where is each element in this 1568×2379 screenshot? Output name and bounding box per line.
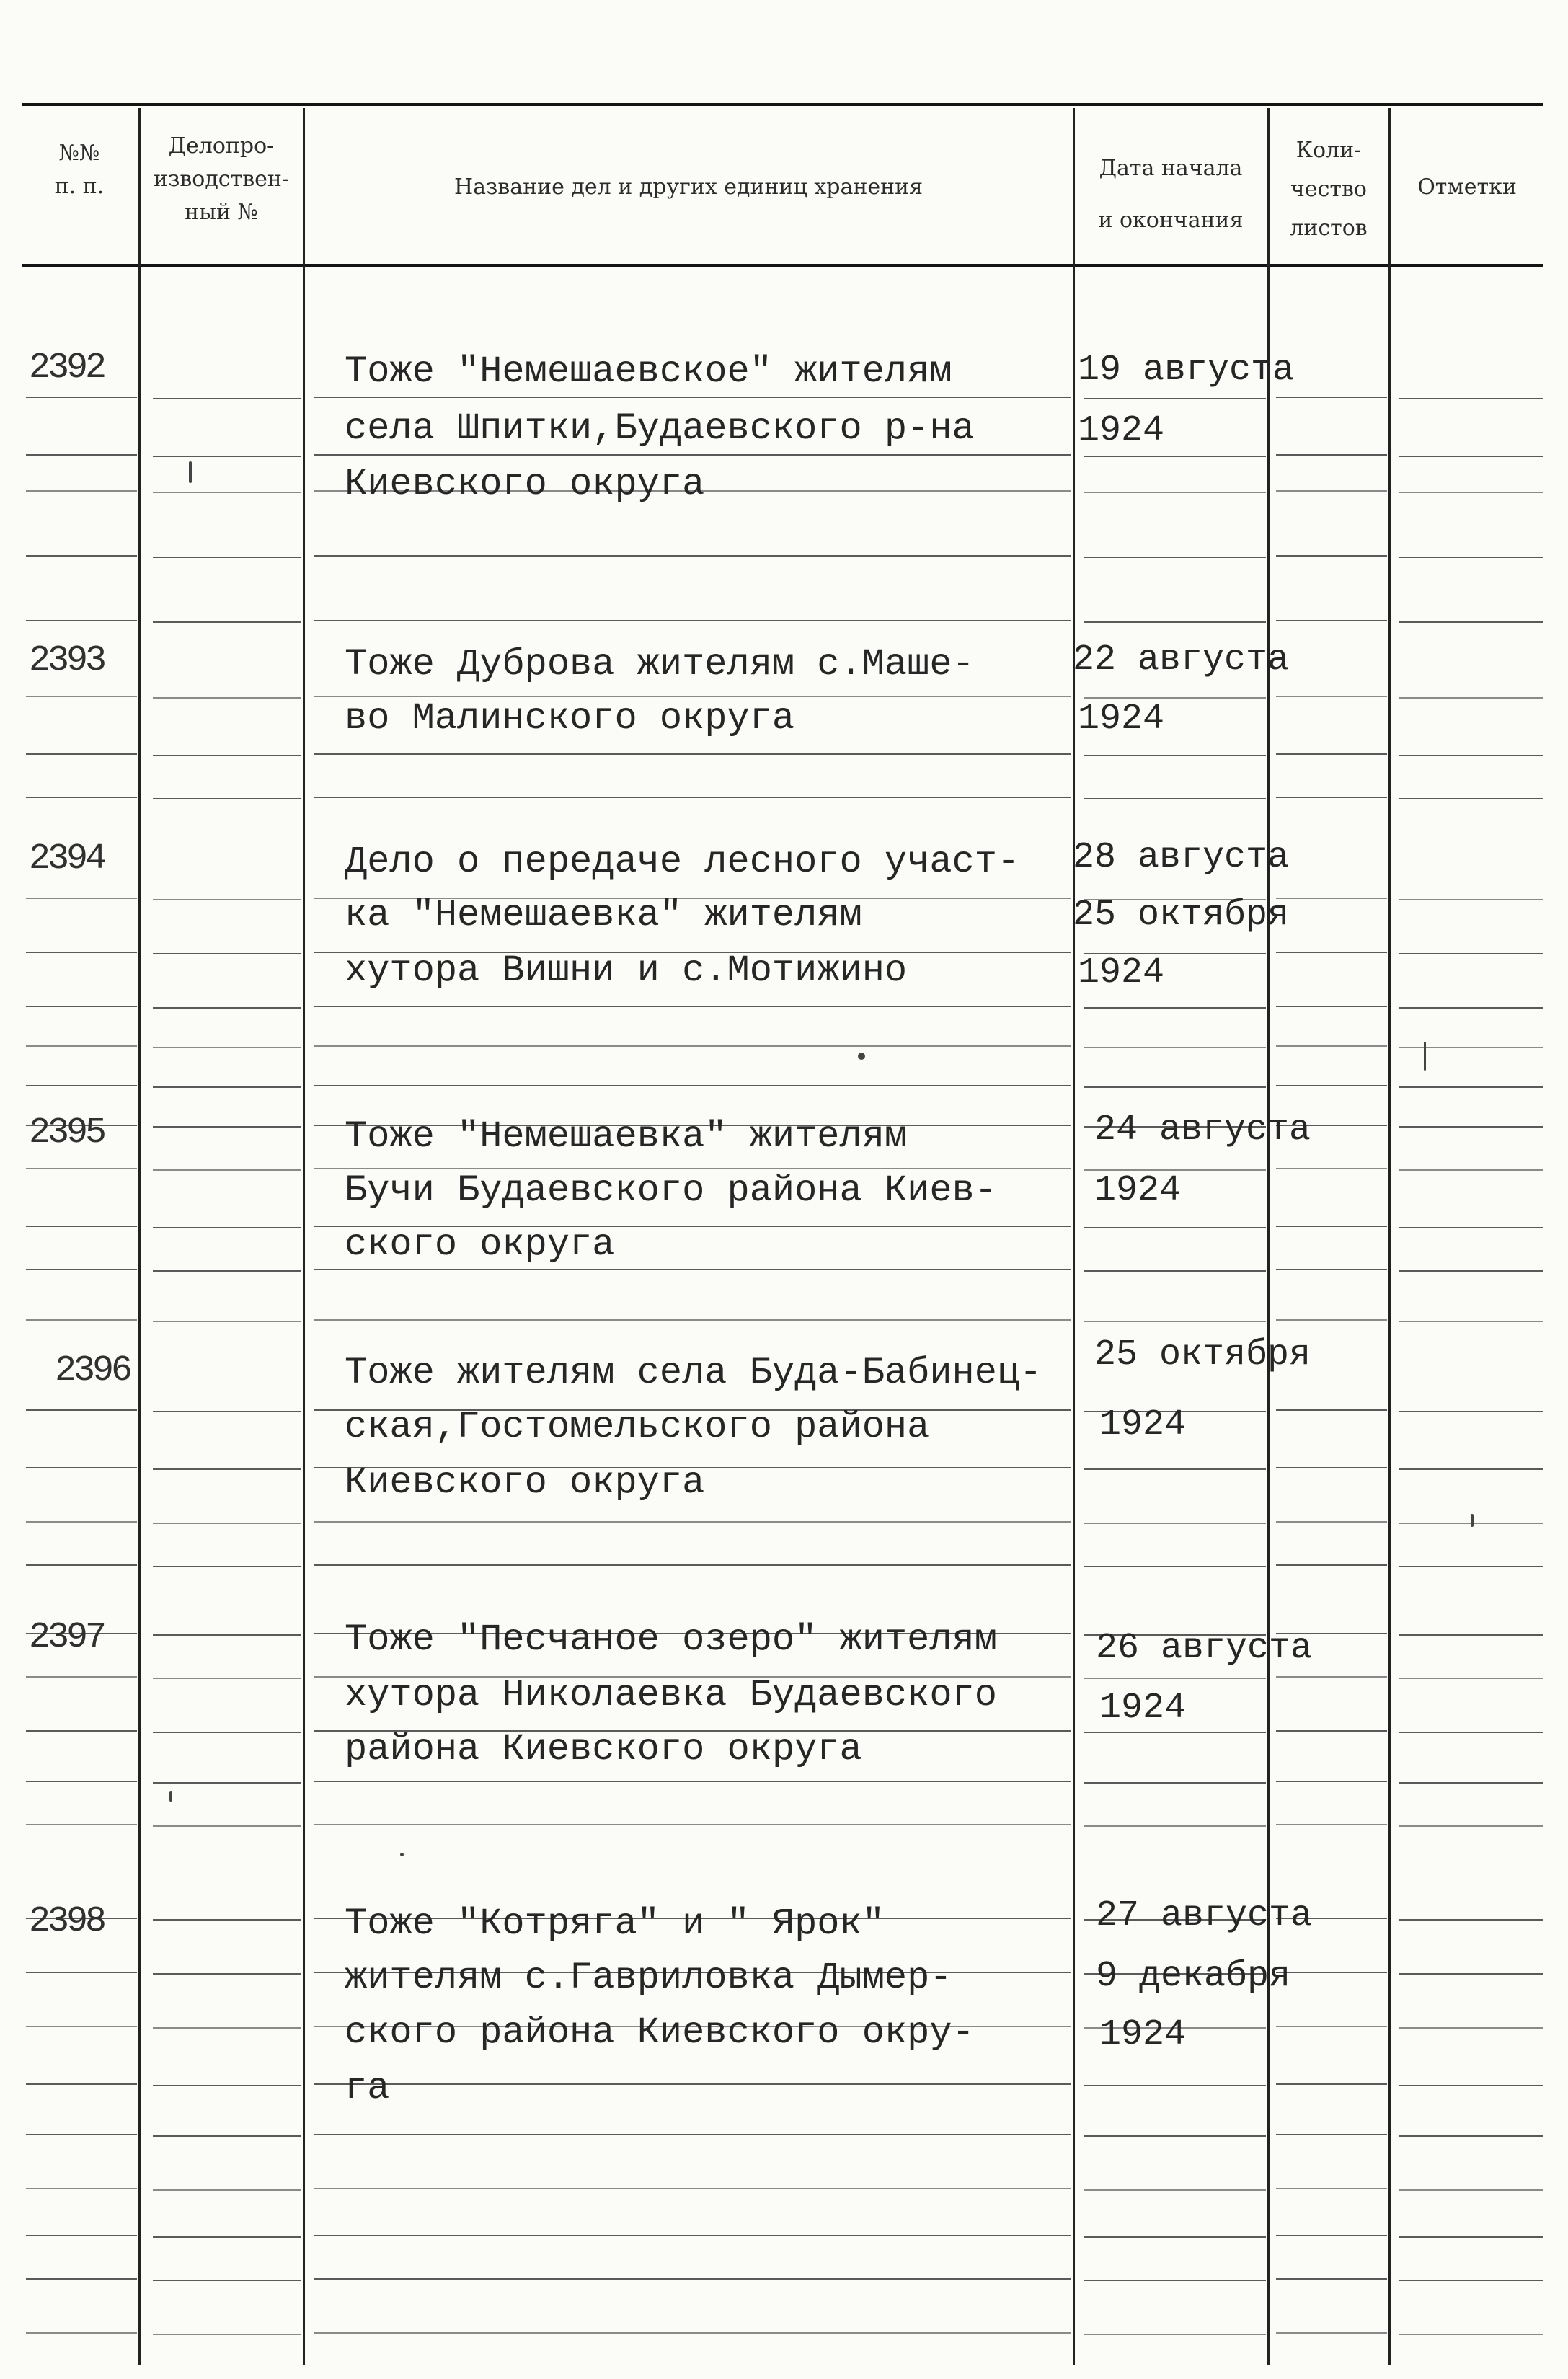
ruled-line <box>1276 2134 1387 2135</box>
ruled-line <box>26 753 137 755</box>
ruled-line <box>26 1226 137 1227</box>
entry-date-line: 9 декабря <box>1096 1956 1291 1997</box>
ruled-line <box>153 1086 301 1088</box>
ruled-line <box>1084 456 1266 457</box>
ruled-line <box>1399 1468 1543 1470</box>
entry-title-line: района Киевского округа <box>345 1728 862 1771</box>
ruled-line <box>1399 1126 1543 1128</box>
ruled-line <box>1276 1972 1387 1973</box>
ruled-line <box>1399 1973 1543 1975</box>
ruled-line <box>26 2134 137 2135</box>
ruled-line <box>314 1006 1071 1007</box>
ruled-line <box>1399 2027 1543 2029</box>
ruled-line <box>1276 1521 1387 1523</box>
ruled-line <box>1399 755 1543 756</box>
ruled-line <box>314 1269 1071 1270</box>
ruled-line <box>1399 621 1543 623</box>
ruled-line <box>153 1732 301 1733</box>
ruled-line <box>1276 2083 1387 2085</box>
ruled-line <box>26 1676 137 1678</box>
ruled-line <box>1084 1047 1266 1048</box>
entry-date-line: 1924 <box>1078 410 1165 451</box>
entry-number: 2393 <box>29 640 105 681</box>
ruled-line <box>1399 1634 1543 1636</box>
ruled-line <box>1399 1321 1543 1322</box>
header-number-line: п. п. <box>54 174 105 199</box>
ruled-line <box>1276 1269 1387 1270</box>
ruled-line <box>153 2189 301 2191</box>
ruled-line <box>1399 1732 1543 1733</box>
header-office-line: ный № <box>185 200 258 225</box>
entry-title-line: Киевского округа <box>345 463 705 505</box>
ruled-line <box>153 1007 301 1009</box>
entry-title-line: ского округа <box>345 1223 615 1266</box>
ruled-line <box>1084 798 1266 799</box>
ruled-line <box>1084 2189 1266 2191</box>
entry-title-line: Тоже "Котряга" и " Ярок" <box>345 1902 885 1945</box>
header-office-line: Делопро- <box>168 133 275 159</box>
ruled-line <box>153 1566 301 1567</box>
ruled-line <box>26 2332 137 2334</box>
ruled-line <box>314 1781 1071 1782</box>
ruled-line <box>1084 398 1266 399</box>
ruled-line <box>1276 1085 1387 1086</box>
ruled-line <box>26 620 137 621</box>
entry-title-line: Дело о передаче лесного участ- <box>345 841 1020 883</box>
ruled-line <box>26 797 137 798</box>
entry-date-line: 1924 <box>1094 1170 1182 1211</box>
ruled-line <box>26 1269 137 1270</box>
ruled-line <box>26 1409 137 1411</box>
ruled-line <box>153 899 301 900</box>
ruled-line <box>1276 454 1387 456</box>
entry-date-line: 1924 <box>1099 2014 1187 2055</box>
ruled-line <box>1399 456 1543 457</box>
ruled-line <box>1399 899 1543 900</box>
entry-title-line: хутора Николаевка Будаевского <box>345 1674 997 1716</box>
ruled-line <box>26 1168 137 1169</box>
entry-date-line: 1924 <box>1099 1404 1187 1445</box>
scan-speck <box>1424 1042 1426 1071</box>
ruled-line <box>314 1564 1071 1566</box>
ruled-line <box>1276 2188 1387 2189</box>
ruled-line <box>153 1973 301 1975</box>
ruled-line <box>153 1321 301 1322</box>
ruled-line <box>153 1270 301 1272</box>
scan-speck <box>189 461 192 483</box>
entry-title-line: Тоже Дуброва жителям с.Маше- <box>345 643 975 686</box>
entry-date-line: 19 августа <box>1078 350 1295 391</box>
ruled-line <box>1399 1919 1543 1921</box>
entry-title-line: ская,Гостомельского района <box>345 1406 930 1448</box>
entry-title-line: хутора Вишни и с.Мотижино <box>345 949 908 992</box>
ruled-line <box>1276 1168 1387 1169</box>
ruled-line <box>1399 398 1543 399</box>
ruled-line <box>26 952 137 953</box>
ruled-line <box>1276 1824 1387 1825</box>
ruled-line <box>26 1085 137 1086</box>
entry-title-line: Киевского округа <box>345 1461 705 1504</box>
ruled-line <box>1276 1045 1387 1047</box>
entry-number: 2392 <box>29 347 105 389</box>
entry-date-line: 25 октября <box>1094 1334 1311 1375</box>
ruled-line <box>26 898 137 899</box>
ruled-line <box>153 1411 301 1412</box>
ruled-line <box>1276 1676 1387 1678</box>
ruled-line <box>1276 2235 1387 2236</box>
ruled-line <box>314 1521 1071 1523</box>
scan-speck <box>858 1053 865 1060</box>
ruled-line <box>153 1678 301 1679</box>
header-dates-line: Дата начала <box>1099 156 1243 181</box>
ruled-line <box>153 398 301 399</box>
ruled-line <box>314 1319 1071 1321</box>
ruled-line <box>153 2334 301 2335</box>
header-title: Название дел и других единиц хранения <box>453 174 923 200</box>
entry-title-line: жителям с.Гавриловка Дымер- <box>345 1957 952 1999</box>
ruled-line <box>1276 797 1387 798</box>
ruled-line <box>1276 696 1387 697</box>
ruled-line <box>1399 1782 1543 1784</box>
ruled-line <box>1276 490 1387 492</box>
ruled-line <box>1399 1047 1543 1048</box>
entry-date-line: 1924 <box>1078 952 1165 993</box>
scan-speck <box>1471 1514 1474 1527</box>
entry-number: 2398 <box>29 1901 105 1942</box>
ruled-line <box>1276 1409 1387 1411</box>
ruled-line <box>314 396 1071 398</box>
ruled-line <box>26 396 137 398</box>
ruled-line <box>1084 1825 1266 1827</box>
ruled-line <box>153 1825 301 1827</box>
ruled-line <box>26 1781 137 1782</box>
ruled-line <box>1276 2332 1387 2334</box>
ruled-line <box>1276 952 1387 953</box>
header-notes: Отметки <box>1417 174 1517 200</box>
entry-date-line: 26 августа <box>1096 1628 1313 1669</box>
entry-date-line: 28 августа <box>1073 837 1290 878</box>
ruled-line <box>26 454 137 456</box>
ruled-line <box>314 797 1071 798</box>
ruled-line <box>1399 1007 1543 1009</box>
ruled-line <box>26 1824 137 1825</box>
entry-date-line: 24 августа <box>1094 1109 1311 1151</box>
ruled-line <box>314 1085 1071 1086</box>
ruled-line <box>1084 1678 1266 1679</box>
ruled-line <box>26 1972 137 1973</box>
scan-speck <box>169 1791 172 1802</box>
entry-date-line: 22 августа <box>1073 639 1290 681</box>
ruled-line <box>1084 1007 1266 1009</box>
ruled-line <box>153 557 301 558</box>
header-office-line: изводствен- <box>154 167 289 192</box>
scan-speck <box>400 1853 404 1856</box>
ruled-line <box>1084 1321 1266 1322</box>
ruled-line <box>1399 1086 1543 1088</box>
ruled-line <box>153 2027 301 2029</box>
entry-title-line: га <box>345 2067 390 2109</box>
ruled-line <box>1084 2236 1266 2238</box>
header-sheets-line: Коли- <box>1295 138 1362 163</box>
ruled-line <box>1399 798 1543 799</box>
ruled-line <box>153 1126 301 1128</box>
ruled-line <box>314 2278 1071 2280</box>
ruled-line <box>26 1564 137 1566</box>
ruled-line <box>1399 2334 1543 2335</box>
ruled-line <box>153 1523 301 1524</box>
header-dates-line: и окончания <box>1098 208 1244 233</box>
ruled-line <box>314 2188 1071 2189</box>
ruled-line <box>26 490 137 492</box>
ruled-line <box>1399 1411 1543 1412</box>
ruled-line <box>314 1045 1071 1047</box>
ruled-line <box>1399 1169 1543 1171</box>
ruled-line <box>26 696 137 697</box>
ruled-line <box>153 755 301 756</box>
ruled-line <box>26 555 137 557</box>
ruled-line <box>314 753 1071 755</box>
ruled-line <box>1276 753 1387 755</box>
ruled-line <box>1276 1564 1387 1566</box>
ruled-line <box>314 1824 1071 1825</box>
ruled-line <box>1399 953 1543 954</box>
ruled-line <box>153 621 301 623</box>
ruled-line <box>1399 492 1543 493</box>
entry-title-line: Тоже "Немешаевка" жителям <box>345 1115 908 1158</box>
entry-title-line: Тоже жителям села Буда-Бабинец- <box>345 1352 1042 1394</box>
ruled-line <box>26 2026 137 2027</box>
ruled-line <box>153 798 301 799</box>
ruled-line <box>1399 1270 1543 1272</box>
ruled-line <box>314 2332 1071 2334</box>
ruled-line <box>1084 621 1266 623</box>
ruled-line <box>1084 2280 1266 2281</box>
ruled-line <box>26 1006 137 1007</box>
ruled-line <box>1084 1086 1266 1088</box>
ruled-line <box>1399 1825 1543 1827</box>
ruled-line <box>153 2236 301 2238</box>
ruled-line <box>1084 1227 1266 1228</box>
ruled-line <box>153 2085 301 2086</box>
header-sheets-line: листов <box>1290 216 1368 241</box>
ruled-line <box>153 1169 301 1171</box>
entry-number: 2395 <box>29 1112 105 1153</box>
ruled-line <box>153 697 301 699</box>
entry-title-line: села Шпитки,Будаевского р-на <box>345 407 975 450</box>
ruled-line <box>153 2135 301 2137</box>
ruled-line <box>1399 2280 1543 2281</box>
ruled-line <box>1084 1523 1266 1524</box>
entry-number: 2396 <box>55 1350 130 1391</box>
entry-number: 2397 <box>29 1617 105 1658</box>
ruled-line <box>1084 2135 1266 2137</box>
ruled-line <box>153 1227 301 1228</box>
ruled-line <box>1399 2189 1543 2191</box>
ruled-line <box>1084 557 1266 558</box>
ruled-line <box>1276 1226 1387 1227</box>
ruled-line <box>1399 2085 1543 2086</box>
ruled-line <box>314 2235 1071 2236</box>
ruled-line <box>314 2083 1071 2085</box>
entry-title-line: Бучи Будаевского района Киев- <box>345 1169 997 1212</box>
ruled-line <box>1084 1782 1266 1784</box>
ruled-line <box>1276 555 1387 557</box>
entry-date-line: 1924 <box>1099 1688 1187 1729</box>
ruled-line <box>153 1468 301 1470</box>
entry-date-line: 27 августа <box>1096 1895 1313 1936</box>
ruled-line <box>1399 2236 1543 2238</box>
ruled-line <box>1276 396 1387 398</box>
ruled-line <box>153 953 301 954</box>
ruled-line <box>1399 1566 1543 1567</box>
ruled-line <box>1399 1227 1543 1228</box>
ruled-line <box>26 1521 137 1523</box>
ruled-line <box>1399 697 1543 699</box>
ruled-line <box>153 1634 301 1636</box>
ruled-line <box>314 555 1071 557</box>
ruled-line <box>153 1782 301 1784</box>
ruled-line <box>26 2083 137 2085</box>
ruled-line <box>26 1730 137 1732</box>
ruled-line <box>26 1319 137 1321</box>
ruled-line <box>1276 1006 1387 1007</box>
ruled-line <box>153 456 301 457</box>
ruled-line <box>1084 755 1266 756</box>
header-number-line: №№ <box>58 141 100 166</box>
ruled-line <box>1084 1566 1266 1567</box>
ruled-line <box>314 454 1071 456</box>
ruled-line <box>26 2278 137 2280</box>
ruled-line <box>1399 557 1543 558</box>
ruled-line <box>1084 2085 1266 2086</box>
ruled-line <box>1084 1468 1266 1470</box>
ruled-line <box>1084 1732 1266 1733</box>
entry-title-line: ского района Киевского окру- <box>345 2011 975 2054</box>
entry-title-line: во Малинского округа <box>345 697 795 740</box>
ruled-line <box>1399 2135 1543 2137</box>
ruled-line <box>1084 492 1266 493</box>
ruled-line <box>153 2280 301 2281</box>
ruled-line <box>153 492 301 493</box>
ruled-line <box>1276 898 1387 899</box>
header-sheets-line: чество <box>1290 177 1367 202</box>
ruled-line <box>26 2235 137 2236</box>
entry-title-line: Тоже "Немешаевское" жителям <box>345 350 952 393</box>
ruled-line <box>26 2188 137 2189</box>
ruled-line <box>1276 1467 1387 1468</box>
entry-number: 2394 <box>29 838 105 880</box>
ruled-line <box>1276 620 1387 621</box>
entry-date-line: 25 октября <box>1073 895 1290 936</box>
ruled-line <box>1084 1270 1266 1272</box>
ruled-line <box>1276 2026 1387 2027</box>
ruled-line <box>1399 1678 1543 1679</box>
ruled-line <box>26 1467 137 1468</box>
ruled-line <box>1276 1781 1387 1782</box>
ruled-line <box>1276 1730 1387 1732</box>
ruled-line <box>1084 2334 1266 2335</box>
ruled-line <box>153 1919 301 1921</box>
entry-title-line: ка "Немешаевка" жителям <box>345 894 862 936</box>
entry-date-line: 1924 <box>1078 699 1165 740</box>
ruled-line <box>153 1047 301 1048</box>
ruled-line <box>1276 1319 1387 1321</box>
ruled-line <box>314 2134 1071 2135</box>
ruled-line <box>26 1045 137 1047</box>
ruled-line <box>314 620 1071 621</box>
ruled-line <box>1276 2278 1387 2280</box>
entry-title-line: Тоже "Песчаное озеро" жителям <box>345 1618 997 1661</box>
